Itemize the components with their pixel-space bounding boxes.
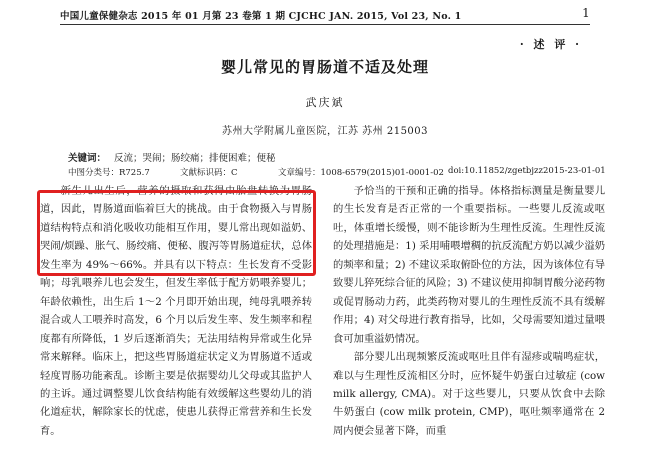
right-column (333, 182, 605, 440)
right-paragraph-1: 予恰当的干预和正确的指导。体格指标测量是衡量婴儿的生长发育是否正常的一个重要指标。一些婴儿反流或呕吐，体重增长缓慢，则不能诊断为生理性反流。生理性反流的处理措施是：1) 采用哺喂增稠的抗反流配方奶以减少溢奶的频率和量；2) 不建议采取俯卧位的方法，因为该体位有导致婴儿猝死综合征的风险；3) 不建议使用抑制胃酸分泌药物或促胃肠动力药，此类药物对婴儿的生理性反流不具有缓解作用；4) 对父母进行教育指导，比如，父母需要知道过量喂食可加重溢奶情况。 (333, 185, 605, 345)
keywords-text: 反流；哭闹；肠绞痛；排便困难；便秘 (114, 153, 276, 164)
keywords-line (68, 150, 276, 164)
author-name: 武庆斌 (305, 96, 345, 109)
author-affiliation: 苏州大学附属儿童医院，江苏 苏州 215003 (221, 126, 429, 137)
article-title: 婴儿常见的胃肠道不适及处理 (220, 58, 429, 76)
left-paragraph-1: 新生儿出生后，营养的摄取和获得由胎盘转换为胃肠道，因此，胃肠道面临着巨大的挑战。由于食物摄入与胃肠道结构特点和消化吸收功能相互作用，婴儿常出现如溢奶、哭闹/烦躁、胀气、肠绞痛、便秘、腹泻等胃肠道症状，总体发生率为 49%～66%。并具有以下特点：生长发育不受影响；母乳喂养儿也会发生，但发生率低于配方奶喂养婴儿；年龄依赖性，出生后 1～2 个月即开始出现，纯母乳喂养转混合或人工喂养时高发，6 个月以后发生率、发生频率和程度都有所降低，1 岁后逐渐消失；无法用结构异常或生化异常来解释。临床上，把这些胃肠道症状定义为胃肠道不适或轻度胃肠功能紊乱。诊断主要是依据婴幼儿父母或其监护人的主诉。通过调整婴儿饮食结构能有效缓解这些婴幼儿的消化道症状，解除家长的忧虑，使患儿获得正常营养和生长发育。 (40, 185, 312, 437)
doi: doi:10.11852/zgetbjzz2015-23-01-01 (448, 166, 606, 176)
right-paragraph-2: 部分婴儿出现频繁反流或呕吐且伴有湿疹或喘鸣症状，难以与生理性反流相区分时，应怀疑牛奶蛋白过敏症 (cow milk allergy, CMA)。对于这些婴儿，只要从饮食中去除牛奶蛋白 (cow milk protein, CMP)，呕吐频率通常在 2 周内便会显著下降，而重 (333, 351, 605, 437)
journal-running-header (60, 8, 590, 24)
document-code: 文献标识码：C (180, 168, 238, 178)
keywords-label: 关键词： (68, 153, 107, 164)
clc-number: 中图分类号：R725.7 (68, 168, 150, 178)
page-number: 1 (582, 6, 590, 20)
header-rule (60, 24, 590, 25)
section-tag: · 述 评 · (519, 38, 582, 51)
article-number: 文章编号：1008-6579(2015)01-0001-02 (278, 168, 444, 178)
journal-citation: 中国儿童保健杂志 2015 年 01 月第 23 卷第 1 期 CJCHC JAN. 2015, Vol 23, No. 1 (60, 11, 462, 22)
left-column (40, 182, 312, 440)
